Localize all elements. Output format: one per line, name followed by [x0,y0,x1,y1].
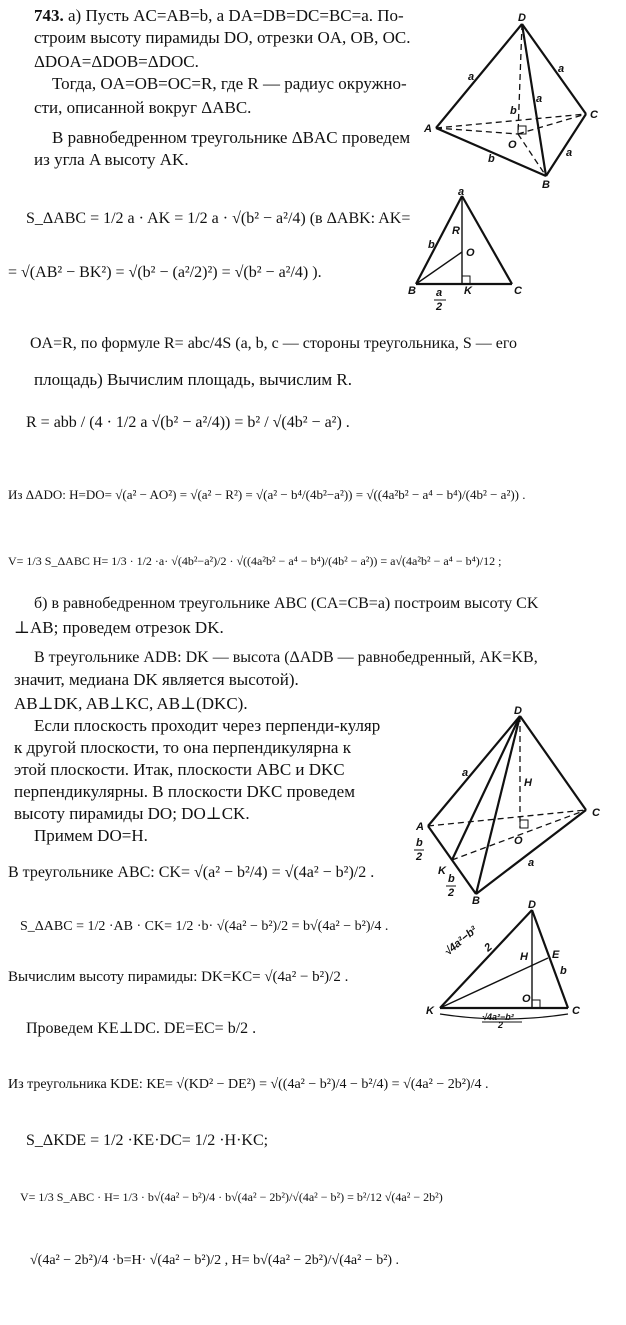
svg-text:b: b [416,837,423,849]
svg-text:a: a [436,287,443,299]
formula-dk: Вычислим высоту пирамиды: DK=KC= √(4a² − b²)/2 . [8,969,349,985]
text-line-19: высоту пирамиды DO; DO⊥CK. [14,804,250,823]
svg-text:B: B [408,285,416,297]
svg-text:a: a [558,63,565,75]
svg-text:2: 2 [498,1020,504,1028]
svg-text:a: a [458,186,465,198]
svg-text:D: D [518,12,526,24]
formula-ak: = √(AB² − BK²) = √(b² − (a²/2)²) = √(b² − a²/4) ). [8,264,322,281]
svg-text:a: a [528,857,535,869]
svg-text:D: D [528,899,536,911]
formula-kde: S_ΔKDE = 1/2 ·KE·DC= 1/2 ·H·KC; [26,1132,269,1149]
text-line-2: строим высоту пирамиды DO, отрезки OA, OB, OC. [34,28,411,47]
svg-text:O: O [514,835,523,847]
svg-text:a: a [536,93,543,105]
svg-text:O: O [522,993,531,1005]
text-line-20: Примем DO=H. [34,826,148,845]
svg-text:H: H [520,951,528,963]
figure-triangle-kdc [418,898,618,1028]
svg-text:2: 2 [436,301,443,312]
formula-area-b: S_ΔABC = 1/2 ·AB · CK= 1/2 ·b· √(4a² − b²)/2 = b√(4a² − b²)/4 . [20,919,389,934]
text-line-14: AB⊥DK, AB⊥KC, AB⊥(DKC). [14,694,248,713]
svg-text:2: 2 [416,851,423,863]
svg-text:C: C [572,1005,580,1017]
text-line-15: Если плоскость проходит через перпенди-куляр [34,716,381,735]
svg-text:B: B [542,179,550,191]
formula-h: Из ΔADO: H=DO= √(a² − AO²) = √(a² − R²) = √(a² − b⁴/(4b²−a²)) = √((4a²b² − a⁴ − b⁴)/(4b² − a²)) . [8,487,526,502]
svg-text:2: 2 [448,887,455,899]
svg-text:b: b [428,239,435,251]
figure-triangle-abk [408,186,528,312]
formula-v: V= 1/3 S_ΔABC H= 1/3 · 1/2 ·a· √(4b²−a²)/2 · √((4a²b² − a⁴ − b⁴)/(4b² − a²)) = a√(4a²b² − a⁴ − b⁴)/12 ; [8,554,502,568]
svg-text:a: a [462,767,469,779]
text-line-6: В равнобедренном треугольнике ΔBAC проведем [52,128,411,147]
text-line-9: площадь) Вычислим площадь, вычислим R. [34,370,353,389]
svg-text:C: C [592,807,600,819]
text-line-17: этой плоскости. Итак, плоскости ABC и DKC [14,760,345,779]
svg-text:O: O [508,139,517,151]
formula-h-b: √(4a² − 2b²)/4 ·b=H· √(4a² − b²)/2 , H= b√(4a² − 2b²)/√(4a² − b²) . [30,1253,400,1268]
formula-area: S_ΔABC = 1/2 a · AK = 1/2 a · √(b² − a²/4) (в ΔABK: AK= [26,210,411,227]
svg-text:b: b [510,105,517,117]
svg-text:E: E [552,949,560,961]
svg-text:K: K [438,865,446,877]
text-line-12: В треугольнике ADB: DK — высота (ΔADB — равнобедренный, AK=KB, [34,649,538,666]
svg-text:A: A [424,123,432,135]
svg-text:B: B [472,895,480,904]
formula-ke: Из треугольника KDE: KE= √(KD² − DE²) = √((4a² − b²)/4 − b²/4) = √(4a² − 2b²)/4 . [8,1077,489,1092]
text-line-11: ⊥AB; проведем отрезок DK. [14,618,224,637]
svg-text:C: C [514,285,522,297]
svg-text:H: H [524,777,532,789]
formula-r: R = abb / (4 · 1/2 a √(b² − a²/4)) = b² / √(4b² − a²) . [26,414,350,431]
svg-text:√4a²−b²: √4a²−b² [442,924,480,959]
svg-text:a: a [468,71,475,83]
text-line-13: значит, медиана DK является высотой). [14,670,299,689]
text-line-7: из угла A высоту AK. [34,150,189,169]
svg-text:A: A [416,821,424,833]
text-line-18: перпендикулярны. В плоскости DKC проведем [14,782,355,801]
svg-text:D: D [514,705,522,717]
figure-pyramid-a [418,10,618,195]
svg-text:b: b [448,873,455,885]
svg-text:K: K [426,1005,434,1017]
problem-number: 743. [34,6,64,25]
formula-ck: В треугольнике ABC: CK= √(a² − b²/4) = √(4a² − b²)/2 . [8,864,375,881]
text-line-1: 743. а) Пусть AC=AB=b, а DA=DB=DC=BC=a. По- [34,6,404,25]
svg-text:b: b [488,153,495,165]
formula-ke-perp: Проведем KE⊥DC. DE=EC= b/2 . [26,1020,257,1037]
svg-text:C: C [590,109,598,121]
svg-text:a: a [566,147,573,159]
svg-text:O: O [466,247,475,259]
text-line-16: к другой плоскости, то она перпендикулярна к [14,738,351,757]
text-line-5: сти, описанной вокруг ΔABC. [34,98,252,117]
svg-text:K: K [464,285,472,297]
svg-text:√4a²−b²: √4a²−b² [482,1012,514,1022]
text-line-3: ΔDOA=ΔDOB=ΔDOC. [34,52,199,71]
svg-text:2: 2 [482,941,495,955]
formula-v-b: V= 1/3 S_ABC · H= 1/3 · b√(4a² − b²)/4 · b√(4a² − 2b²)/√(4a² − b²) = b²/12 √(4a² − 2b²) [20,1190,443,1204]
svg-text:R: R [452,225,460,237]
figure-pyramid-b [410,704,620,904]
text-line-10: б) в равнобедренном треугольнике ABC (CA=CB=a) построим высоту CK [34,595,539,612]
svg-text:b: b [560,965,567,977]
text-line-4: Тогда, OA=OB=OC=R, где R — радиус окружно- [52,74,407,93]
text-line-8: OA=R, по формуле R= abc/4S (a, b, c — стороны треугольника, S — его [30,335,518,352]
